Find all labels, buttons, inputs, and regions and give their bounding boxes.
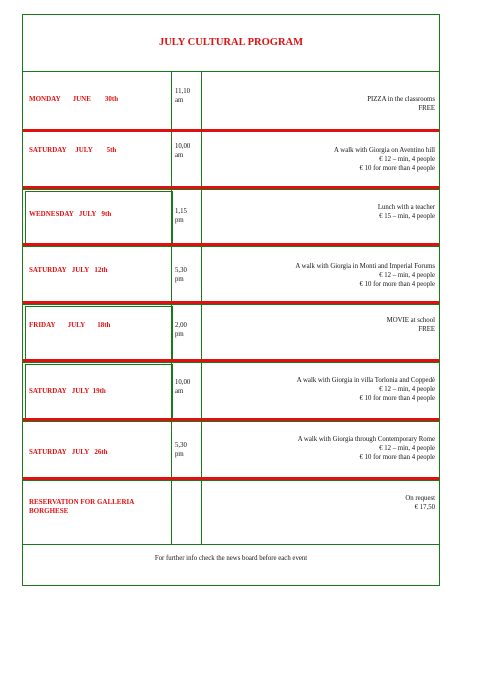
description-line: On request bbox=[405, 495, 435, 502]
event-time: 11,10 am bbox=[175, 88, 191, 104]
column-divider bbox=[171, 304, 172, 362]
event-row bbox=[23, 301, 439, 363]
description-line: € 17,50 bbox=[414, 504, 435, 511]
footer-note: For further info check the news board before each event bbox=[154, 555, 308, 562]
event-day: MONDAY JUNE 30th bbox=[29, 95, 119, 103]
event-time: 2,00 pm bbox=[175, 322, 187, 338]
day-cell-box bbox=[25, 306, 173, 360]
column-divider bbox=[201, 362, 202, 421]
event-time: 5,30 pm bbox=[175, 442, 187, 458]
event-day: RESERVATION FOR GALLERIA BORGHESE bbox=[29, 498, 135, 515]
description-line: FREE bbox=[418, 105, 435, 112]
column-divider bbox=[171, 132, 172, 189]
description-line: € 12 – min, 4 people bbox=[379, 272, 435, 279]
column-divider bbox=[201, 304, 202, 362]
column-divider bbox=[201, 71, 202, 129]
column-divider bbox=[171, 246, 172, 304]
description-line: PIZZA in the classrooms bbox=[367, 96, 435, 103]
event-day: SATURDAY JULY 19th bbox=[29, 387, 106, 395]
description-line: € 12 – min, 4 people bbox=[379, 156, 435, 163]
event-day: SATURDAY JULY 5th bbox=[29, 146, 117, 154]
event-description bbox=[205, 146, 435, 173]
description-line: A walk with Giorgia on Aventino hill bbox=[334, 147, 435, 154]
description-line: € 10 for more than 4 people bbox=[359, 281, 435, 288]
event-row bbox=[23, 243, 439, 305]
event-day: SATURDAY JULY 12th bbox=[29, 266, 108, 274]
event-time: 10,00 am bbox=[175, 143, 191, 159]
column-divider bbox=[201, 246, 202, 304]
event-row bbox=[23, 477, 439, 545]
event-description bbox=[205, 95, 435, 113]
event-description bbox=[205, 435, 435, 462]
description-line: FREE bbox=[418, 326, 435, 333]
footer-row bbox=[23, 539, 439, 585]
description-line: A walk with Giorgia through Contemporary Rome bbox=[297, 436, 435, 443]
page-title: JULY CULTURAL PROGRAM bbox=[158, 37, 304, 48]
description-line: A walk with Giorgia in Monti and Imperial Forums bbox=[295, 263, 435, 270]
description-line: € 10 for more than 4 people bbox=[359, 165, 435, 172]
event-time: 5,30 pm bbox=[175, 267, 187, 283]
event-description bbox=[205, 376, 435, 403]
event-description bbox=[205, 203, 435, 221]
description-line: € 12 – min, 4 people bbox=[379, 445, 435, 452]
column-divider bbox=[171, 480, 172, 544]
description-line: € 10 for more than 4 people bbox=[359, 454, 435, 461]
event-row bbox=[23, 418, 439, 481]
description-line: € 12 – min, 4 people bbox=[379, 386, 435, 393]
description-line: € 10 for more than 4 people bbox=[359, 395, 435, 402]
description-line: € 15 – min, 4 people bbox=[379, 213, 435, 220]
event-day: WEDNESDAY JULY 9th bbox=[29, 210, 112, 218]
program-table bbox=[22, 14, 440, 586]
column-divider bbox=[201, 480, 202, 544]
column-divider bbox=[201, 189, 202, 246]
header-row bbox=[23, 15, 439, 72]
event-description bbox=[205, 262, 435, 289]
column-divider bbox=[201, 421, 202, 480]
column-divider bbox=[201, 132, 202, 189]
description-line: MOVIE at school bbox=[386, 317, 435, 324]
event-day: FRIDAY JULY 18th bbox=[29, 321, 111, 329]
column-divider bbox=[171, 189, 172, 246]
description-line: Lunch with a teacher bbox=[377, 204, 435, 211]
event-day: SATURDAY JULY 26th bbox=[29, 448, 108, 456]
event-row bbox=[23, 129, 439, 190]
event-row bbox=[23, 186, 439, 247]
column-divider bbox=[171, 71, 172, 129]
column-divider bbox=[171, 421, 172, 480]
event-time: 10,00 am bbox=[175, 379, 191, 395]
column-divider bbox=[171, 362, 172, 421]
event-row bbox=[23, 71, 439, 130]
event-description bbox=[205, 316, 435, 334]
event-row bbox=[23, 359, 439, 422]
description-line: A walk with Giorgia in villa Torlonia and Coppedè bbox=[296, 377, 435, 384]
event-description bbox=[205, 494, 435, 512]
event-time: 1,15 pm bbox=[175, 208, 187, 224]
